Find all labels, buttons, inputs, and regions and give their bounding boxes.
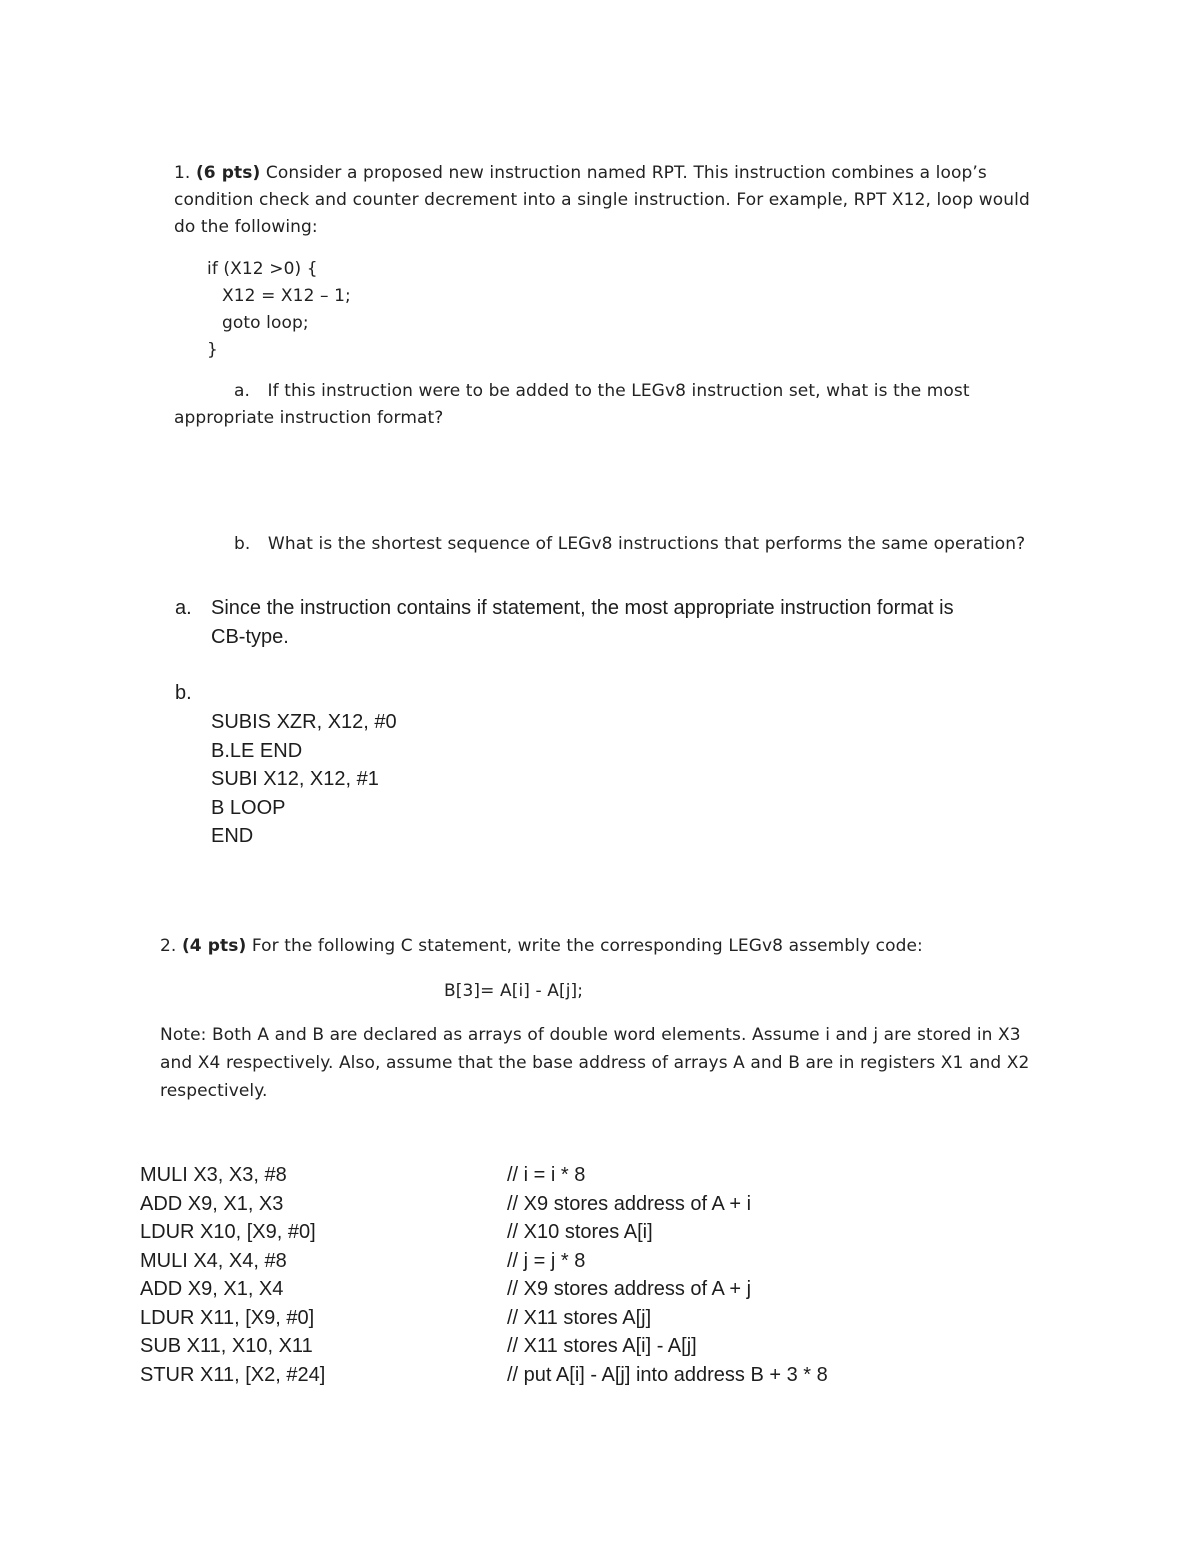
q2-note-line-1: Note: Both A and B are declared as arrays of double word elements. Assume i and j are stored in X3 (160, 1025, 1021, 1045)
pseudo-line-3: goto loop; (222, 313, 309, 333)
asm-instruction: LDUR X11, [X9, #0] (140, 1306, 315, 1329)
q1-part-a-line-1: If this instruction were to be added to the LEGv8 instruction set, what is the most (267, 381, 970, 401)
answer-1a-line-1: Since the instruction contains if statement, the most appropriate instruction format is (211, 597, 954, 619)
q1-part-b-label: b. (234, 534, 251, 554)
asm-instruction: SUB X11, X10, X11 (140, 1335, 313, 1357)
q2-prompt: For the following C statement, write the corresponding LEGv8 assembly code: (251, 936, 923, 956)
answer-1a-label: a. (175, 597, 192, 619)
q2-c-statement: B[3]= A[i] - A[j]; (444, 981, 584, 1001)
answer-1b-code-line: END (211, 825, 254, 847)
answer-1b-code-line: B.LE END (211, 739, 303, 762)
asm-instruction: MULI X3, X3, #8 (140, 1164, 287, 1186)
answer-1b-code-line: B LOOP (211, 796, 286, 819)
q1-points: (6 pts) (195, 163, 261, 183)
answer-2-comments (507, 1161, 828, 1389)
q1-part-a (174, 378, 970, 432)
q1-part-b-text: What is the shortest sequence of LEGv8 instructions that performs the same operation? (267, 534, 1026, 554)
pseudo-line-1: if (X12 >0) { (207, 259, 318, 279)
q2-note-line-2: and X4 respectively. Also, assume that the base address of arrays A and B are in registers X1 and X2 (160, 1053, 1030, 1073)
asm-comment: // X11 stores A[i] - A[j] (507, 1335, 697, 1357)
q2-number: 2. (160, 936, 177, 956)
q1-part-b (234, 531, 1025, 558)
question-2 (160, 933, 923, 960)
q1-part-a-line-2: appropriate instruction format? (174, 408, 444, 428)
pseudo-line-4: } (207, 340, 218, 360)
asm-instruction: MULI X4, X4, #8 (140, 1249, 287, 1272)
asm-instruction: ADD X9, X1, X3 (140, 1192, 284, 1215)
q1-line-2: condition check and counter decrement into a single instruction. For example, RPT X12, loop would (174, 190, 1030, 210)
asm-instruction: LDUR X10, [X9, #0] (140, 1221, 316, 1243)
q1-part-a-label: a. (234, 381, 251, 401)
asm-comment: // X10 stores A[i] (507, 1221, 653, 1243)
answer-1a-line-2: CB-type. (211, 625, 289, 648)
answer-2-instructions (140, 1161, 325, 1389)
q2-note-line-3: respectively. (160, 1081, 268, 1101)
pseudo-line-2: X12 = X12 – 1; (222, 286, 351, 306)
asm-comment: // i = i * 8 (507, 1164, 586, 1186)
q1-line-3: do the following: (174, 217, 318, 237)
answer-1b-code-line: SUBIS XZR, X12, #0 (211, 711, 397, 733)
asm-comment: // X11 stores A[j] (507, 1306, 652, 1329)
asm-instruction: ADD X9, X1, X4 (140, 1278, 284, 1300)
answer-1a (211, 594, 954, 651)
answer-1b-code-line: SUBI X12, X12, #1 (211, 768, 379, 790)
q2-points: (4 pts) (181, 936, 247, 956)
q1-pseudocode (207, 256, 351, 364)
question-1 (174, 160, 1030, 241)
q1-line-1: Consider a proposed new instruction named RPT. This instruction combines a loop’s (265, 163, 987, 183)
q1-number: 1. (174, 163, 191, 183)
answer-1b-code (211, 708, 397, 851)
answer-1b-label: b. (175, 682, 192, 704)
asm-comment: // X9 stores address of A + i (507, 1192, 752, 1215)
asm-comment: // put A[i] - A[j] into address B + 3 * 8 (507, 1363, 828, 1386)
asm-comment: // X9 stores address of A + j (507, 1278, 752, 1300)
q2-note (160, 1021, 1029, 1105)
asm-instruction: STUR X11, [X2, #24] (140, 1363, 326, 1386)
asm-comment: // j = j * 8 (507, 1249, 586, 1272)
